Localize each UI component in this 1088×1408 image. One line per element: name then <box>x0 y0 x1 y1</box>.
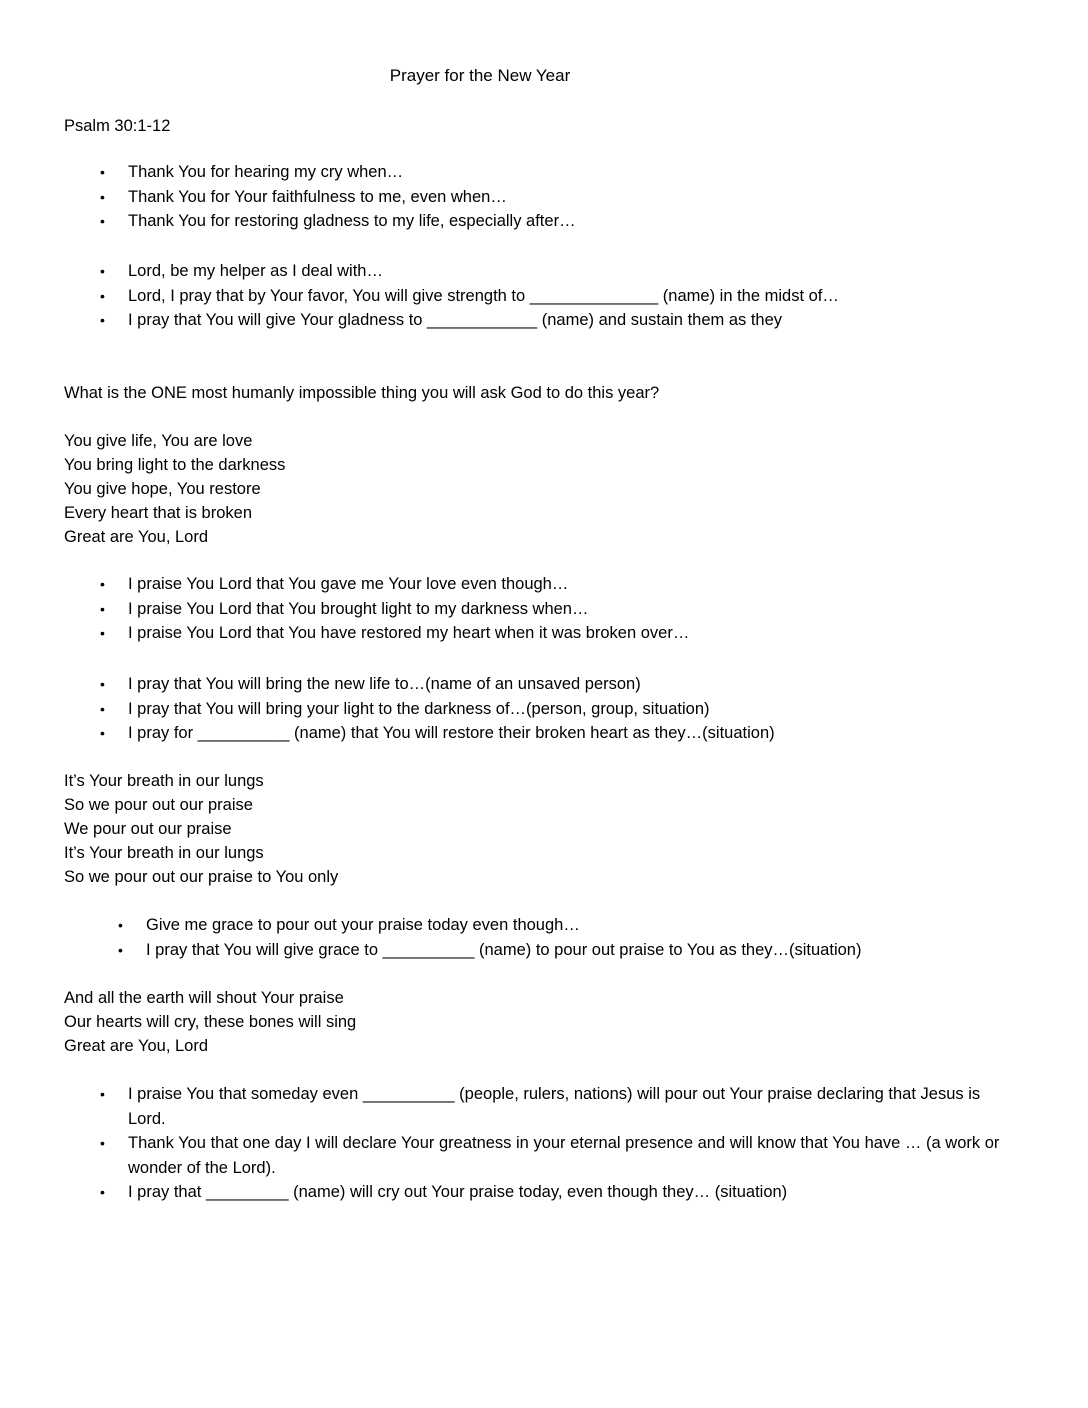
list-item: • Lord, be my helper as I deal with… <box>64 259 839 284</box>
list-item: • I pray for __________ (name) that You will restore their broken heart as they…(situation) <box>64 721 775 746</box>
list-item: • Lord, I pray that by Your favor, You will give strength to ______________ (name) in the midst of… <box>64 284 839 309</box>
lyric-line: So we pour out our praise <box>64 796 253 814</box>
bullet-icon: • <box>100 312 105 328</box>
bullet-icon: • <box>118 917 123 933</box>
lyric-line: Great are You, Lord <box>64 1037 209 1055</box>
bullet-icon: • <box>100 725 105 741</box>
list-item: • I praise You Lord that You gave me Your love even though… <box>64 572 689 597</box>
list-item: • I pray that You will give grace to __________ (name) to pour out praise to You as they…(situation) <box>64 938 861 963</box>
list-item: • Thank You for restoring gladness to my life, especially after… <box>64 209 576 234</box>
list-item: • I praise You Lord that You have restored my heart when it was broken over… <box>64 621 689 646</box>
lyric-line: You give hope, You restore <box>64 480 261 498</box>
list-item: • I pray that You will bring your light to the darkness of…(person, group, situation) <box>64 697 775 722</box>
lyric-line: Our hearts will cry, these bones will sing <box>64 1013 357 1031</box>
lyric-line: Every heart that is broken <box>64 504 253 522</box>
lyric-line: It’s Your breath in our lungs <box>64 772 264 790</box>
lyric-line: We pour out our praise <box>64 820 232 838</box>
list-item: • Thank You for hearing my cry when… <box>64 160 576 185</box>
declaration-list <box>64 1082 1008 1205</box>
petition-list <box>64 259 839 333</box>
list-item: • I pray that You will give Your gladness to ____________ (name) and sustain them as they <box>64 308 839 333</box>
list-item: • I pray that You will bring the new life to…(name of an unsaved person) <box>64 672 775 697</box>
bullet-icon: • <box>100 576 105 592</box>
list-item: • I pray that _________ (name) will cry out Your praise today, even though they… (situation) <box>64 1180 1008 1205</box>
lyric-line: It’s Your breath in our lungs <box>64 844 264 862</box>
list-item: • I praise You that someday even __________ (people, rulers, nations) will pour out Your praise declaring that Jesus is Lord. <box>64 1082 1008 1131</box>
page-title: Prayer for the New Year <box>389 66 571 85</box>
intercession-list <box>64 672 775 746</box>
bullet-icon: • <box>100 164 105 180</box>
bullet-icon: • <box>100 1184 105 1200</box>
thanks-list <box>64 160 576 234</box>
lyric-line: So we pour out our praise to You only <box>64 868 339 886</box>
bullet-icon: • <box>100 188 105 205</box>
bullet-icon: • <box>118 941 123 958</box>
praise-list <box>64 572 689 646</box>
lyrics-block-1 <box>64 429 285 549</box>
lyric-line: Great are You, Lord <box>64 528 209 546</box>
lyric-line: You bring light to the darkness <box>64 456 286 474</box>
bullet-icon: • <box>100 600 105 617</box>
bullet-icon: • <box>100 625 105 641</box>
bullet-icon: • <box>100 700 105 717</box>
lyrics-block-2 <box>64 769 338 889</box>
grace-list <box>64 913 861 962</box>
bullet-icon: • <box>100 1135 105 1151</box>
bullet-icon: • <box>100 287 105 304</box>
bullet-icon: • <box>100 263 105 279</box>
list-item: • I praise You Lord that You brought light to my darkness when… <box>64 597 689 622</box>
list-item: • Give me grace to pour out your praise today even though… <box>64 913 861 938</box>
lyrics-block-3 <box>64 986 356 1058</box>
scripture-reference: Psalm 30:1-12 <box>64 117 171 135</box>
list-item: • Thank You that one day I will declare Your greatness in your eternal presence and will know that You have … (a work or wonder of the Lord). <box>64 1131 1008 1180</box>
list-item: • Thank You for Your faithfulness to me, even when… <box>64 185 576 210</box>
lyric-line: You give life, You are love <box>64 432 253 450</box>
bullet-icon: • <box>100 1086 105 1102</box>
question-text: What is the ONE most humanly impossible thing you will ask God to do this year? <box>64 384 660 402</box>
bullet-icon: • <box>100 213 105 229</box>
bullet-icon: • <box>100 676 105 692</box>
lyric-line: And all the earth will shout Your praise <box>64 989 344 1007</box>
